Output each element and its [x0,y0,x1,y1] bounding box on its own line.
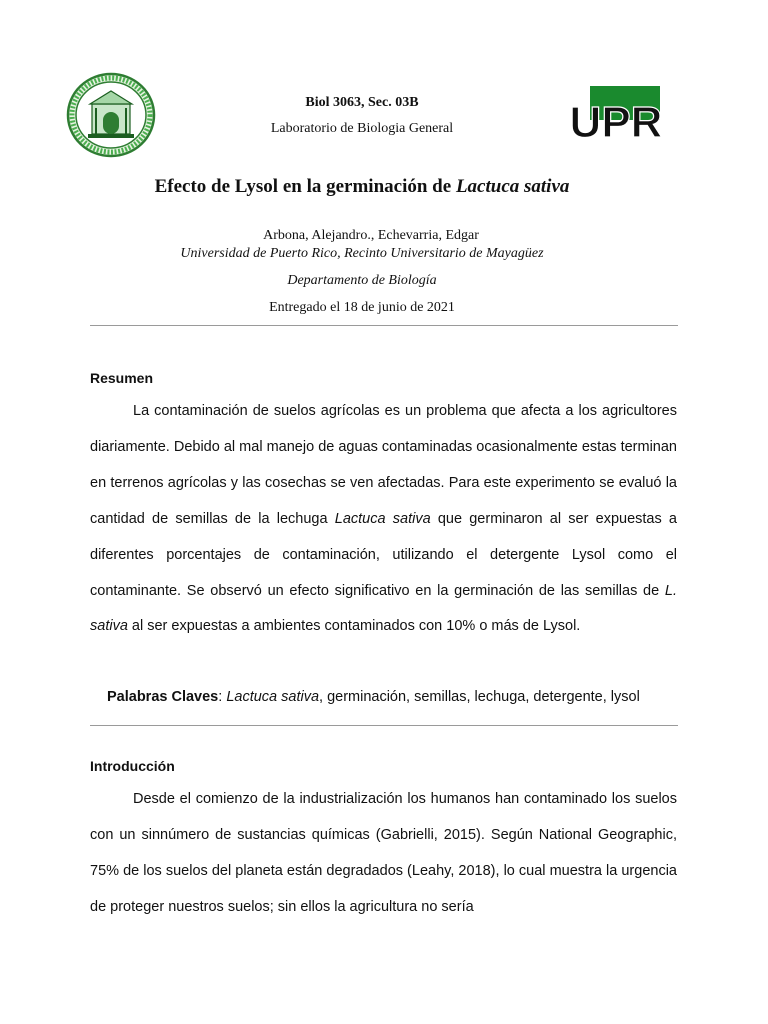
abstract-heading: Resumen [90,370,154,386]
divider [90,725,678,726]
title-text: Efecto de Lysol en la germinación de [154,176,456,197]
keywords-label: Palabras Claves [107,689,219,705]
keywords-list: , germinación, semillas, lechuga, detergente, lysol [319,689,640,705]
introduction-heading: Introducción [90,758,175,774]
upr-logo-text: UPR [570,98,662,146]
lab-name: Laboratorio de Biologia General [270,121,454,136]
department: Departamento de Biología [287,273,437,288]
paper-title [0,176,724,198]
keywords-species: Lactuca sativa [226,689,320,705]
abstract-text: La contaminación de suelos agrícolas es un problema que afecta a los agricultores diariamente. Debido al mal manejo de aguas contaminadas ocasionalmente estas terminan en terrenos agrícolas y las cosechas se ven afectadas. Para este experimento se evaluó la cantidad de semillas de la lechuga [90,403,677,527]
university-seal [66,72,156,158]
abstract-species: Lactuca sativa [334,510,431,527]
keywords [107,689,640,705]
abstract-species-abbrev: L. sativa [90,582,677,635]
divider [90,325,678,326]
abstract-text: que germinaron al ser expuestas a diferentes porcentajes de contaminación, utilizando el detergente Lysol como el contaminante. Se observó un efecto significativo en la germinación de las semillas de [90,510,677,599]
course-code: Biol 3063, Sec. 03B [305,95,419,110]
abstract-text: al ser expuestas a ambientes contaminados con 10% o más de Lysol. [127,618,581,635]
submission-date: Entregado el 18 de junio de 2021 [269,300,455,315]
authors: Arbona, Alejandro., Echevarria, Edgar [263,228,479,243]
university: Universidad de Puerto Rico, Recinto Universitario de Mayagüez [180,246,544,261]
keywords-separator: : [218,689,227,705]
abstract-body [90,394,677,645]
title-species: Lactuca sativa [455,176,570,197]
introduction-body: Desde el comienzo de la industrialización los humanos han contaminado los suelos con un sinnúmero de sustancias químicas (Gabrielli, 2015). Según National Geographic, 75% de los suelos del planeta están degradados (Leahy, 2018), lo cual muestra la urgencia de proteger nuestros suelos; sin ellos la agricultura no sería [90,791,677,915]
